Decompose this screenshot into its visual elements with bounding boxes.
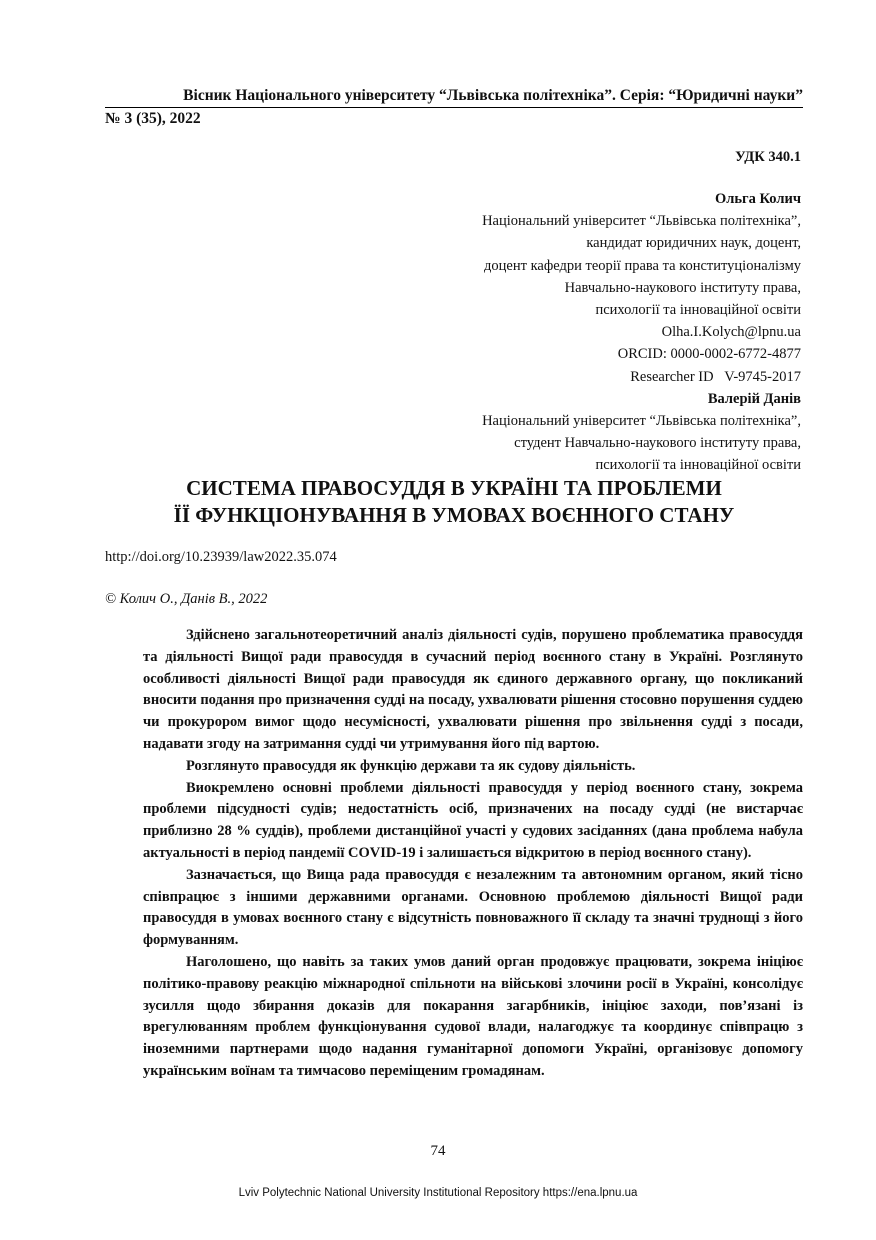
- repository-footer: Lviv Polytechnic National University Institutional Repository https://ena.lpnu.ua: [238, 1187, 638, 1199]
- author-affiliation-line: доцент кафедри теорії права та конституціоналізму: [484, 257, 801, 274]
- udc-code: УДК 340.1: [735, 149, 801, 165]
- abstract-paragraph: Зазначається, що Вища рада правосуддя є незалежним та автономним органом, який тісно співпрацює з іншими державними органами. Основною проблемою діяльності Вищої ради правосуддя в умовах воєнного стану є відсутність повноважного її складу та значні труднощі з його формуванням.: [143, 866, 803, 949]
- issue-number: № 3 (35), 2022: [105, 110, 201, 127]
- abstract-paragraph: Наголошено, що навіть за таких умов даний орган продовжує працювати, зокрема ініціює політико-правову реакцію міжнародної спільноти на військові злочини росії в Україні, консолідує зусилля щодо збирання доказів для покарання загарбників, ініціює заходи, пов’язані із врегулюванням проблем функціонування судової влади, налагоджує та координує співпрацю з іноземними партнерами щодо надання гуманітарної допомоги Україні, організовує допомогу українським воїнам та тимчасово переміщеним громадянам.: [143, 953, 803, 1079]
- author-affiliation-line: Навчально-наукового інституту права,: [564, 279, 801, 296]
- author-affiliation-line: кандидат юридичних наук, доцент,: [586, 235, 801, 252]
- author-block: [201, 188, 801, 477]
- author-orcid: ORCID: 0000-0002-6772-4877: [617, 346, 801, 363]
- author-affiliation-line: Національний університет “Львівська політехніка”,: [482, 413, 801, 430]
- author-name: Валерій Данів: [707, 390, 801, 407]
- author-researcher-id: Researcher ID V-9745-2017: [630, 368, 801, 385]
- article-title: [105, 475, 803, 529]
- author-email[interactable]: Olha.I.Kolych@lpnu.ua: [661, 324, 801, 341]
- author-affiliation-line: студент Навчально-наукового інституту права,: [514, 435, 801, 452]
- abstract-paragraph: Здійснено загальнотеоретичний аналіз діяльності судів, порушено проблематика правосуддя та діяльності Вищої ради правосуддя в сучасний період воєнного стану в Україні. Розглянуто особливості діяльності Вищої ради правосуддя як єдиного державного органу, що покликаний вносити подання про призначення судді на посаду, ухвалювати рішення стосовно порушення суддею чи прокурором вимог щодо несумісності, ухвалювати рішення про звільнення судді з посади, надавати згоду на затримання судді чи утримування його під вартою.: [143, 627, 804, 752]
- journal-header: [105, 86, 803, 129]
- page-number: 74: [430, 1143, 446, 1159]
- author-affiliation-line: психології та інноваційної освіти: [595, 457, 801, 474]
- author-affiliation-line: психології та інноваційної освіти: [595, 302, 801, 319]
- abstract: [143, 625, 803, 1083]
- doi-link[interactable]: http://doi.org/10.23939/law2022.35.074: [105, 549, 337, 565]
- author-name: Ольга Колич: [714, 191, 801, 207]
- title-line: СИСТЕМА ПРАВОСУДДЯ В УКРАЇНІ ТА ПРОБЛЕМИ: [186, 476, 722, 500]
- title-line: ЇЇ ФУНКЦІОНУВАННЯ В УМОВАХ ВОЄННОГО СТАНУ: [173, 503, 735, 527]
- abstract-paragraph: Розглянуто правосуддя як функцію держави та як судову діяльність.: [186, 757, 636, 774]
- journal-title: Вісник Національного університету “Львівська політехніка”. Серія: “Юридичні науки”: [105, 86, 803, 108]
- author-affiliation-line: Національний університет “Львівська політехніка”,: [482, 213, 801, 230]
- copyright-notice: © Колич О., Данів В., 2022: [105, 591, 268, 607]
- abstract-paragraph: Виокремлено основні проблеми діяльності правосуддя у період воєнного стану, зокрема проблеми підсудності судів; недостатність осіб, призначених на посаду судді (не вистарчає приблизно 28 % суддів), проблеми дистанційної участі у судових засіданнях (дана проблема набула актуальності в період пандемії COVID-19 і залишається відкритою в період воєнного стану).: [143, 779, 803, 861]
